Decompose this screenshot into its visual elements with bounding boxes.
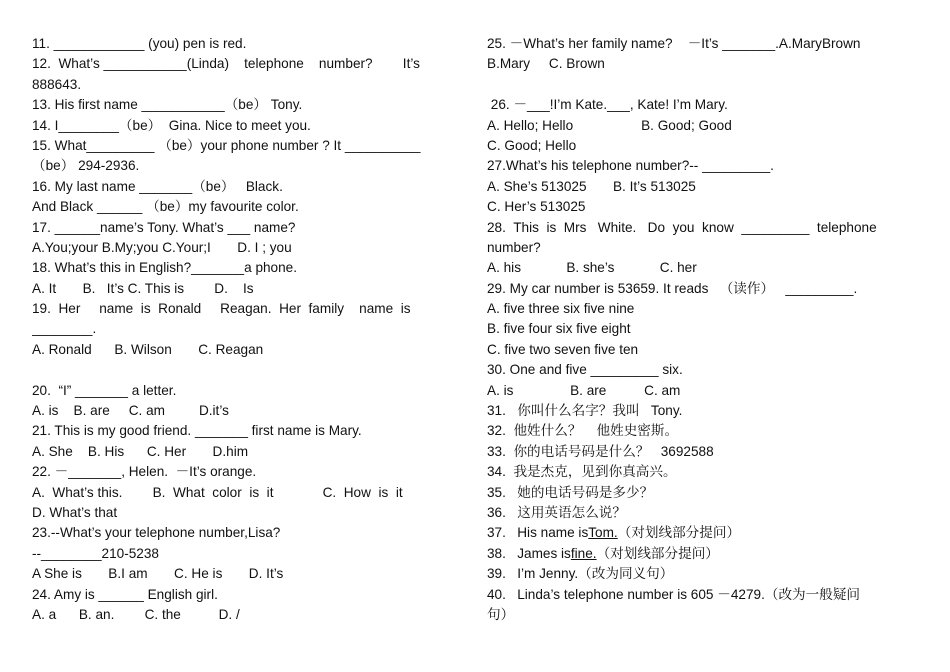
left-column xyxy=(32,34,462,625)
right-line: A. Hello; Hello B. Good; Good xyxy=(487,117,732,133)
left-line: A. Ronald B. Wilson C. Reagan xyxy=(32,341,264,357)
right-line: 26. －___!I’m Kate.___, Kate! I’m Mary. xyxy=(487,97,728,113)
spacer xyxy=(32,360,462,380)
left-line: 17. ______name’s Tony. What’s ___ name? xyxy=(32,219,296,235)
left-line: A. It B. It’s C. This is D. Is xyxy=(32,280,254,296)
question-40-cont: 句） xyxy=(487,606,515,622)
left-line: And Black ______ （be）my favourite color. xyxy=(32,199,299,215)
left-line: A. a B. an. C. the D. / xyxy=(32,606,240,622)
left-line: 888643. xyxy=(32,76,82,92)
left-line: 20. “I” _______ a letter. xyxy=(32,382,177,398)
question-38: 38. James isfine.（对划线部分提问） xyxy=(487,545,719,561)
right-line: C. Her’s 513025 xyxy=(487,199,586,215)
right-question-list xyxy=(487,34,920,523)
left-line: A.You;your B.My;you C.Your;I D. I ; you xyxy=(32,239,292,255)
left-line: 24. Amy is ______ English girl. xyxy=(32,586,218,602)
right-line: 29. My car number is 53659. It reads （读作） _________. xyxy=(487,280,858,296)
right-line: 25. －What’s her family name? －It’s _______.A.MaryBrown xyxy=(487,36,861,51)
left-line: 22. －_______, Helen. －It’s orange. xyxy=(32,464,257,480)
right-line: 30. One and five _________ six. xyxy=(487,362,683,378)
right-line: 34. 我是杰克，见到你真高兴。 xyxy=(487,464,677,480)
spacer xyxy=(487,75,920,95)
left-line: A. is B. are C. am D.it’s xyxy=(32,403,229,419)
left-line: A. What’s this. B. What color is it C. How is it xyxy=(32,484,403,500)
right-line: 36. 这用英语怎么说？ xyxy=(487,504,626,520)
question-39: 39. I’m Jenny.（改为同义句） xyxy=(487,566,674,582)
left-line: 19. Her name is Ronald Reagan. Her family name is xyxy=(32,301,411,317)
right-line: C. five two seven five ten xyxy=(487,341,639,357)
left-line: 12. What’s ___________(Linda) telephone number? It’s xyxy=(32,56,420,72)
right-line: number? xyxy=(487,239,541,255)
right-line: A. his B. she’s C. her xyxy=(487,260,697,276)
left-line: --________210-5238 xyxy=(32,545,159,561)
question-37: 37. His name isTom.（对划线部分提问） xyxy=(487,525,741,541)
right-line: A. five three six five nine xyxy=(487,301,635,317)
right-line: 31. 你叫什么名字？我叫 Tony. xyxy=(487,403,683,419)
left-line: 13. His first name ___________（be） Tony. xyxy=(32,97,303,113)
question-40: 40. Linda’s telephone number is 605 －4279.（改为一般疑问 xyxy=(487,586,861,602)
right-line: A. She’s 513025 B. It’s 513025 xyxy=(487,178,696,194)
right-line: C. Good; Hello xyxy=(487,137,577,153)
left-line: D. What’s that xyxy=(32,504,118,520)
left-line: 23.--What’s your telephone number,Lisa? xyxy=(32,525,281,541)
left-line: ________. xyxy=(32,321,97,337)
right-column xyxy=(487,34,920,625)
right-line: 33. 你的电话号码是什么？ 3692588 xyxy=(487,443,714,459)
right-line: 27.What’s his telephone number?-- _________. xyxy=(487,158,774,174)
underlined-answer: Tom. xyxy=(588,525,618,541)
left-line: 18. What’s this in English?_______a phone. xyxy=(32,260,298,276)
left-line: 21. This is my good friend. _______ first name is Mary. xyxy=(32,423,362,439)
right-line: 35. 她的电话号码是多少？ xyxy=(487,484,654,500)
left-line: 15. What_________ （be）your phone number ? It __________ xyxy=(32,137,421,153)
left-line: （be） 294-2936. xyxy=(32,158,140,174)
right-line: A. is B. are C. am xyxy=(487,382,681,398)
left-line: 11. ____________ (you) pen is red. xyxy=(32,36,247,51)
underlined-answer: fine. xyxy=(570,545,597,561)
left-line: A. She B. His C. Her D.him xyxy=(32,443,249,459)
left-line: 16. My last name _______（be） Black. xyxy=(32,178,283,194)
right-line: B. five four six five eight xyxy=(487,321,631,337)
left-line: A She is B.I am C. He is D. It’s xyxy=(32,566,284,582)
left-line: 14. I________（be） Gina. Nice to meet you. xyxy=(32,117,311,133)
right-line: 28. This is Mrs White. Do you know _________ telephone xyxy=(487,219,877,235)
right-line: B.Mary C. Brown xyxy=(487,56,605,72)
right-line: 32. 他姓什么？ 他姓史密斯。 xyxy=(487,423,679,439)
